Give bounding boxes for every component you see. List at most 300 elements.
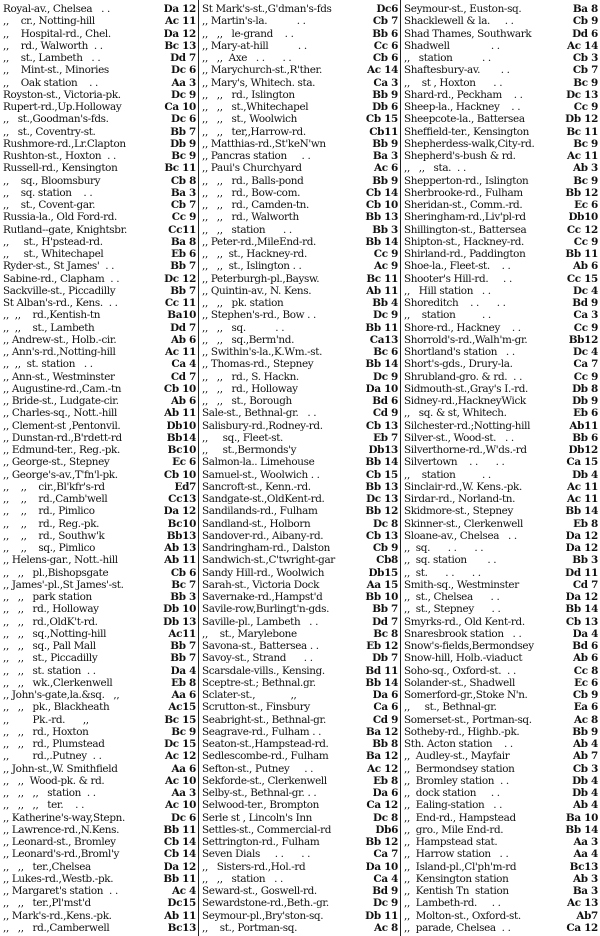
index-entry: [0, 505, 198, 517]
index-entry: [199, 861, 400, 873]
map-reference: Bc 11: [164, 162, 196, 175]
map-reference: Bb 7: [170, 260, 196, 273]
map-reference: Cc13: [168, 493, 196, 505]
street-name: ,, ,, rd., Balls-pond: [202, 174, 304, 187]
map-reference: Ab 6: [573, 260, 598, 273]
map-reference: Db12: [568, 444, 598, 456]
index-entry: [401, 910, 600, 922]
index-entry: [199, 297, 400, 309]
street-name: ,, station . .: [404, 52, 491, 64]
map-reference: Bb 13: [365, 480, 398, 493]
map-reference: Ca 12: [566, 921, 598, 934]
map-reference: Cb 9: [572, 15, 598, 28]
index-entry: [401, 420, 600, 432]
street-name: ,, ,, st.,Whitechapel: [202, 101, 309, 113]
index-entry: [0, 910, 198, 922]
street-name: ,, ,, rd., S. Hackn.: [202, 370, 299, 383]
street-name: ,, st.,Bermonds'y: [202, 444, 297, 456]
map-reference: Bd 6: [372, 395, 398, 407]
map-reference: Bb 3: [572, 554, 598, 567]
street-name: Shepperton-rd., Islington: [404, 174, 529, 187]
index-entry: [0, 15, 198, 27]
street-name: ,, ,, rd., Reg.-pk.: [3, 517, 100, 530]
index-entry: [199, 481, 400, 493]
street-name: Sheep-la., Hackney . .: [404, 101, 521, 113]
street-name: ,, Quintin-av., N. Kens.: [202, 284, 312, 297]
index-entry: [0, 309, 198, 321]
street-name: Snow's-fields,Bermondsey: [404, 640, 534, 652]
map-reference: Bb 11: [163, 823, 196, 836]
index-entry: [199, 873, 400, 885]
index-entry: [0, 469, 198, 481]
street-name: ,, st., H'pstead-rd.: [3, 235, 103, 248]
index-entry: [199, 101, 400, 113]
index-entry: [199, 579, 400, 591]
map-reference: Bb 9: [372, 174, 398, 187]
street-name: Rupert-rd.,Up.Holloway: [3, 101, 122, 113]
index-entry: [0, 836, 198, 848]
map-reference: Cb11: [369, 125, 398, 138]
map-reference: Ac 12: [165, 750, 196, 763]
map-reference: Db10: [568, 211, 598, 224]
map-reference: Dc 13: [566, 88, 598, 101]
map-reference: Db 4: [572, 774, 598, 787]
index-entry: [401, 505, 600, 517]
street-name: Salisbury-rd.,Rodney-rd.: [202, 419, 323, 432]
index-entry: [199, 371, 400, 383]
index-entry: [199, 775, 400, 787]
street-name: Sidney-rd.,HackneyWick: [404, 395, 526, 407]
map-reference: Bd 9: [572, 297, 598, 309]
street-name: ,, Peterburgh-pl.,Baysw.: [202, 272, 320, 285]
street-name: ,, st., Stepney . .: [404, 603, 501, 616]
index-entry: [0, 640, 198, 652]
index-entry: [199, 248, 400, 260]
street-name: ,, ,, rd., Holloway: [3, 603, 99, 616]
index-entry: [199, 640, 400, 652]
street-name: ,, sq. station . .: [404, 554, 497, 567]
index-entry: [0, 285, 198, 297]
index-entry: [0, 616, 198, 628]
map-reference: Bb 7: [170, 652, 196, 665]
street-name: ,, James'-pl.,St James'-st.: [3, 578, 124, 591]
map-reference: Ab 3: [573, 162, 598, 175]
street-name: Settrington-rd., Fulham: [202, 836, 320, 848]
index-entry: [401, 897, 600, 909]
map-reference: Da 12: [163, 860, 196, 873]
map-reference: Eb 6: [573, 407, 598, 420]
street-name: Somerford-gr.,Stoke N'n.: [404, 689, 528, 701]
map-reference: Bb 3: [372, 223, 398, 236]
map-reference: Ab 4: [573, 738, 598, 750]
map-reference: Bc 11: [366, 272, 398, 285]
street-name: ,, st., Chelsea . .: [404, 591, 500, 603]
street-name: Sclater-st., ,,: [202, 689, 297, 701]
map-reference: Dd 7: [170, 321, 196, 334]
index-entry: [401, 714, 600, 726]
street-name: Shaftesbury-av. . .: [404, 64, 510, 77]
index-entry: [401, 616, 600, 628]
map-reference: Bb 11: [365, 321, 398, 334]
index-entry: [401, 763, 600, 775]
map-reference: Db 4: [572, 468, 598, 481]
index-entry: [199, 28, 400, 40]
street-name: Somerset-st., Portman-sq.: [404, 713, 532, 726]
index-entry: [401, 812, 600, 824]
map-reference: Da 12: [565, 542, 598, 554]
map-reference: Dc 9: [373, 370, 398, 383]
street-name: ,, rd., Walworth . .: [3, 39, 103, 52]
map-reference: Ba 12: [365, 725, 398, 738]
street-name: Seven Dials . . . .: [202, 848, 311, 861]
index-entry: [401, 567, 600, 579]
index-entry: [199, 211, 400, 223]
index-entry: [401, 787, 600, 799]
map-reference: Dc 9: [171, 88, 196, 101]
street-name: ,, ,, station . .: [202, 872, 283, 885]
index-entry: [199, 738, 400, 750]
street-name: Shad Thames, Southwark: [404, 27, 532, 40]
street-name: Sewardstone-rd.,Beth.-gr.: [202, 897, 329, 910]
index-entry: [0, 530, 198, 542]
street-name: ,, Swithin's-la.,K.Wm.-st.: [202, 346, 323, 358]
index-entry: [0, 236, 198, 248]
street-name: ,, Thomas-rd., Stepney: [202, 358, 314, 371]
index-entry: [0, 52, 198, 64]
map-reference: Ca 6: [373, 701, 398, 714]
index-entry: [199, 530, 400, 542]
map-reference: Da 6: [372, 787, 398, 799]
street-name: ,, John's-gate,la.&sq. ,,: [3, 689, 120, 701]
street-name: ,, ,, pk. station: [202, 297, 284, 309]
index-entry: [401, 481, 600, 493]
map-reference: Dd 11: [565, 566, 598, 579]
map-reference: Cb 13: [365, 419, 398, 432]
street-name: Rushmore-rd.,Lr.Clapton: [3, 137, 126, 150]
index-entry: [0, 175, 198, 187]
map-reference: Ba 3: [170, 186, 196, 199]
index-entry: [199, 897, 400, 909]
map-reference: Cc 11: [164, 297, 196, 309]
map-reference: Dd 7: [170, 52, 196, 64]
street-name: ,, Pk.-rd. ,,: [3, 713, 89, 726]
map-reference: Bc 8: [373, 627, 398, 640]
index-entry: [199, 554, 400, 566]
index-entry: [401, 187, 600, 199]
street-name: Shoe-la., Fleet-st. . .: [404, 260, 511, 273]
index-entry: [0, 3, 198, 15]
map-reference: Da 4: [572, 627, 598, 640]
map-reference: Db 12: [565, 113, 598, 126]
index-entry: [0, 922, 198, 934]
map-reference: Da 4: [170, 664, 196, 677]
street-name: ,, sq. & st, Whitech.: [404, 407, 507, 420]
street-name: Sandringham-rd., Dalston: [202, 542, 330, 554]
map-reference: Cb 8: [170, 174, 196, 187]
map-reference: Dc 6: [171, 113, 196, 126]
street-name: ,, Lambeth-rd. . .: [404, 897, 501, 910]
street-name: Sabine-rd., Clapham . .: [3, 272, 120, 285]
index-entry: [401, 297, 600, 309]
map-reference: Ac15: [168, 701, 196, 714]
map-reference: Ba 3: [572, 885, 598, 897]
map-reference: Dc 9: [373, 309, 398, 322]
street-name: ,, ,, pl.,Bishopsgate: [3, 566, 109, 579]
index-entry: [199, 885, 400, 897]
map-reference: Bb 14: [365, 358, 398, 371]
map-reference: Ac 9: [373, 260, 398, 273]
index-entry: [199, 848, 400, 860]
index-entry: [0, 652, 198, 664]
map-reference: Ac 8: [373, 921, 398, 934]
index-entry: [401, 309, 600, 321]
map-reference: Db 10: [163, 603, 196, 616]
index-entry: [0, 273, 198, 285]
index-entry: [0, 591, 198, 603]
index-entry: [199, 64, 400, 76]
index-entry: [401, 799, 600, 811]
index-entry: [0, 738, 198, 750]
index-entry: [0, 775, 198, 787]
index-entry: [401, 665, 600, 677]
index-entry: [0, 346, 198, 358]
street-name: Sherbrooke-rd., Fulham: [404, 186, 523, 199]
street-name: ,, Mark's-rd.,Kens.-pk.: [3, 909, 112, 922]
street-name: ,, ,, ter,,Harrow-rd.: [202, 125, 306, 138]
street-name: Short's-gds., Drury-la.: [404, 358, 513, 371]
map-reference: Ac 12: [367, 762, 398, 775]
index-entry: [199, 677, 400, 689]
map-reference: Ba 8: [170, 235, 196, 248]
map-reference: Eb 6: [171, 248, 196, 260]
map-reference: Ab 6: [573, 652, 598, 665]
map-reference: Cb 9: [372, 542, 398, 554]
map-reference: Aa 4: [573, 848, 598, 861]
map-reference: Db 6: [372, 101, 398, 113]
street-name: ,, Sisters-rd.,Hol.-rd: [202, 860, 306, 873]
street-name: ,, ,, rd.,Camberwell: [3, 921, 110, 934]
index-column-1: [0, 0, 198, 936]
index-entry: [0, 150, 198, 162]
index-entry: [0, 395, 198, 407]
index-entry: [401, 371, 600, 383]
street-name: ,, ,, rd., Bow-com.: [202, 186, 301, 199]
index-entry: [401, 738, 600, 750]
street-name: Sandland-st., Holborn: [202, 517, 311, 530]
index-entry: [401, 395, 600, 407]
street-name: ,, ,, rd.,OldK't-rd.: [3, 615, 98, 628]
street-name: ,, Harrow station . .: [404, 848, 509, 861]
index-entry: [199, 126, 400, 138]
map-reference: Da 10: [365, 382, 398, 395]
street-name: St Alban's-rd., Kens. . .: [3, 297, 118, 309]
street-name: ,, st., Marylebone: [202, 627, 297, 640]
map-reference: Ca 3: [373, 76, 398, 89]
map-reference: Cb 9: [572, 689, 598, 701]
index-entry: [199, 922, 400, 934]
index-entry: [401, 469, 600, 481]
map-reference: Cb 3: [572, 52, 598, 64]
street-name: ,, Bermondsey station: [404, 762, 515, 775]
map-reference: Bc 7: [171, 578, 196, 591]
map-reference: Db 7: [372, 652, 398, 665]
index-entry: [199, 383, 400, 395]
map-reference: Db13: [368, 444, 398, 456]
index-entry: [199, 542, 400, 554]
index-entry: [401, 138, 600, 150]
map-reference: Dc 13: [366, 493, 398, 505]
street-name: ,, rd.,.Putney . .: [3, 750, 102, 763]
street-name: ,, st., Covent-gar.: [3, 199, 96, 211]
map-reference: Ca 7: [573, 358, 598, 371]
street-name: ,, Kentish Tn station: [404, 885, 509, 897]
street-name: Sandover-rd., Aibany-rd.: [202, 529, 324, 542]
street-name: ,, ,, rd.,Camb'well: [3, 493, 108, 505]
map-reference: Bd 11: [365, 664, 398, 677]
street-name: ,, sq. station . .: [3, 186, 93, 199]
street-name: ,, Bromley station . .: [404, 774, 509, 787]
map-reference: Bc 9: [573, 174, 598, 187]
street-name: ,, ,, rd., Islington: [202, 88, 295, 101]
index-entry: [199, 113, 400, 125]
street-name: ,, ,, sq. . .: [202, 321, 285, 334]
street-name: Sandilands-rd., Fulham: [202, 505, 318, 518]
index-entry: [199, 309, 400, 321]
map-reference: Db6: [375, 823, 398, 836]
street-name: ,, Clement-st ,Pentonvil.: [3, 419, 121, 432]
index-entry: [401, 750, 600, 762]
map-reference: Ac11: [168, 627, 196, 640]
map-reference: Ec 6: [574, 199, 598, 211]
street-name: ,, George's-av.,T'fn'l-pk.: [3, 468, 118, 481]
map-reference: Aa 3: [573, 836, 598, 848]
street-name: ,, ,, pk., Blackheath: [3, 701, 110, 714]
map-reference: Dc 6: [171, 64, 196, 77]
street-name: Sandy Hill-rd., Woolwich: [202, 566, 325, 579]
map-reference: Aa 3: [171, 787, 196, 799]
street-name: ,, st., Portman-sq.: [202, 921, 298, 934]
index-entry: [0, 518, 198, 530]
street-name: Sarah-st., Victoria Dock: [202, 578, 320, 591]
index-entry: [0, 248, 198, 260]
map-reference: Cc 6: [373, 39, 398, 52]
street-name: ,, ,, sq., Pall Mall: [3, 640, 96, 652]
index-entry: [0, 358, 198, 370]
street-name: Snaresbrook station . .: [404, 627, 522, 640]
street-name: ,, Molton-st., Oxford-st.: [404, 909, 521, 922]
street-name: ,, Hill station . .: [404, 284, 491, 297]
street-name: Sackville-st., Piccadilly: [3, 284, 116, 297]
street-name: ,, ,, st. station . .: [3, 664, 96, 677]
street-name: ,, Andrew-st., Holb.-cir.: [3, 333, 117, 346]
street-name: Samuel-st., Woolwich . .: [202, 468, 320, 481]
map-reference: Db 9: [170, 137, 196, 150]
map-reference: Dc 12: [164, 272, 196, 285]
street-name: Rutland--gate, Knightsbr.: [3, 223, 128, 236]
street-name: Smith-sq., Westminster: [404, 578, 519, 591]
index-entry: [199, 236, 400, 248]
street-name: ,, ,, sq.,Berm'nd.: [202, 333, 295, 346]
map-reference: Cb 14: [163, 848, 196, 861]
map-reference: Bc13: [167, 921, 196, 934]
map-reference: Ed7: [174, 480, 196, 493]
street-name: ,, station . .: [404, 309, 491, 322]
street-name: Sheridan-st., Comm.-rd.: [404, 199, 523, 211]
map-reference: Bc13: [569, 860, 598, 873]
index-entry: [199, 260, 400, 272]
street-name: ,, George-st., Stepney: [3, 456, 110, 469]
map-reference: Db15: [368, 566, 398, 579]
index-entry: [199, 812, 400, 824]
index-entry: [0, 64, 198, 76]
street-name: ,, ,, ter.,Chelsea: [3, 860, 91, 873]
map-reference: Bb 7: [170, 125, 196, 138]
map-reference: Ab 6: [171, 333, 196, 346]
map-reference: Bb 14: [565, 505, 598, 518]
index-entry: [0, 824, 198, 836]
map-reference: Bb 6: [572, 431, 598, 444]
street-name: ,, gro., Mile End-rd.: [404, 823, 504, 836]
street-name: Savernake-rd.,Hampst'd: [202, 591, 323, 603]
map-reference: Bb 8: [372, 738, 398, 750]
street-name: Sheffield-ter., Kensington: [404, 125, 530, 138]
street-name: ,, Oak station . .: [3, 76, 98, 89]
index-entry: [199, 469, 400, 481]
street-name: Shipton-st., Hackney-rd.: [404, 235, 524, 248]
index-entry: [401, 334, 600, 346]
index-entry: [0, 493, 198, 505]
street-name: ,, Charles-sq., Nott.-hill: [3, 407, 117, 420]
index-entry: [199, 395, 400, 407]
street-name: ,, st., Lambeth . .: [3, 52, 101, 64]
street-name: Skinner-st., Clerkenwell: [404, 517, 523, 530]
map-reference: Dc 4: [573, 346, 598, 358]
map-reference: Ac 10: [165, 799, 196, 812]
street-name: Russell-rd., Kensington: [3, 162, 118, 175]
street-name: ,, dock station . .: [404, 787, 500, 799]
map-reference: Bc10: [167, 517, 196, 530]
index-entry: [199, 714, 400, 726]
index-entry: [0, 187, 198, 199]
map-reference: Ac 14: [367, 64, 398, 77]
index-entry: [401, 836, 600, 848]
street-name: Saville-pl., Lambeth . .: [202, 615, 319, 628]
index-entry: [0, 689, 198, 701]
index-entry: [0, 334, 198, 346]
map-reference: Ac 6: [373, 162, 398, 175]
index-entry: [199, 763, 400, 775]
index-entry: [401, 677, 600, 689]
map-reference: Cc 12: [566, 223, 598, 236]
index-entry: [199, 603, 400, 615]
map-reference: Bb 9: [572, 725, 598, 738]
street-name: ,, Ann-st., Westminster: [3, 370, 115, 383]
index-entry: [199, 750, 400, 762]
street-name: Shorrold's-rd.,Walh'm-gr.: [404, 333, 528, 346]
street-name: ,, ,, station . .: [202, 223, 292, 236]
street-name: ,, Leonard's-rd.,Broml'y: [3, 848, 120, 861]
map-reference: Bb 11: [163, 872, 196, 885]
street-name: ,, Ealing-station . .: [404, 799, 503, 812]
index-entry: [199, 689, 400, 701]
index-entry: [401, 273, 600, 285]
street-name: ,, ,, rd., Holloway: [202, 382, 298, 395]
index-column-2: [198, 0, 400, 936]
street-name: Soho-sq., Oxford-st. . .: [404, 664, 516, 677]
index-entry: [401, 383, 600, 395]
map-reference: Aa 15: [366, 578, 398, 591]
map-reference: Bb13: [166, 529, 196, 542]
